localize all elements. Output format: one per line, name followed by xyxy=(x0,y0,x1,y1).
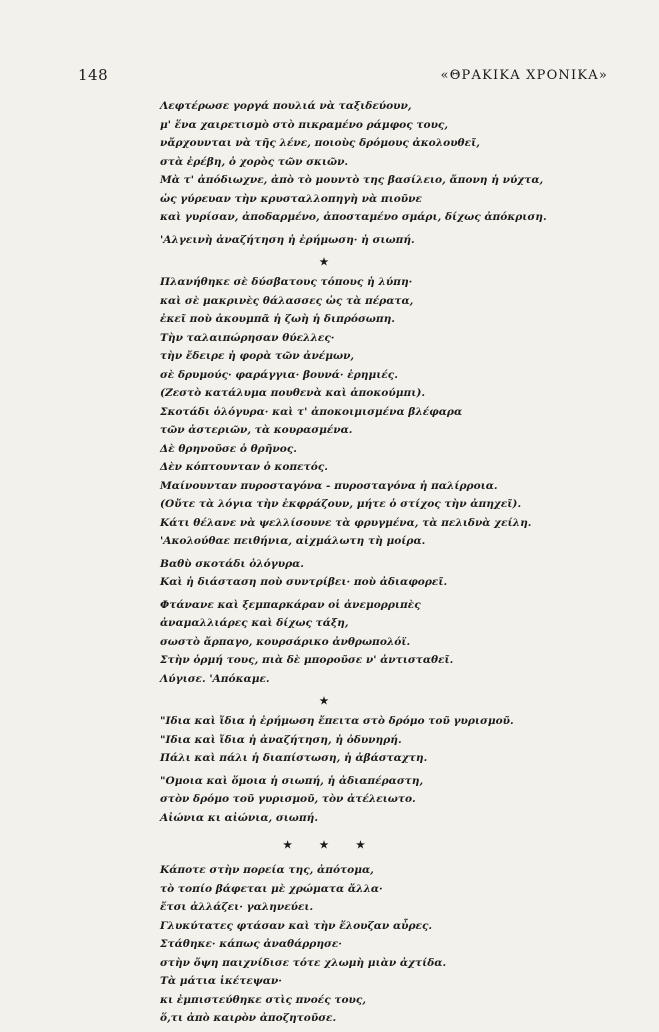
poem-line: Γλυκύτατες φτάσαν καὶ τὴν ἔλουζαν αὖρες. xyxy=(160,919,433,932)
stanza-separator: ★ xyxy=(319,696,341,707)
page-number: 148 xyxy=(78,66,109,84)
poem-line: νἄρχουνται νὰ τῆς λένε, ποιοὺς δρόμους ἀκολουθεῖ, xyxy=(160,137,480,149)
stanza xyxy=(160,273,630,551)
poem-line: μ' ἕνα χαιρετισμὸ στὸ πικραμένο ράμφος τους, xyxy=(160,118,449,131)
poem-line: (Οὔτε τὰ λόγια τὴν ἐκφράζουν, μήτε ὁ στίχος τὴν ἀπηχεῖ). xyxy=(160,498,522,510)
poem-line: τὴν ἔδειρε ἡ φορὰ τῶν ἀνέμων, xyxy=(160,350,355,362)
poem-line: στὸν δρόμο τοῦ γυρισμοῦ, τὸν ἀτέλειωτο. xyxy=(160,793,416,805)
stanza-separator: ★ ★ ★ xyxy=(283,840,377,851)
page-header xyxy=(78,66,608,90)
poem-line: Μὰ τ' ἀπόδιωχνε, ἀπὸ τὸ μουντὸ της βασίλειο, ἄπονη ἡ νύχτα, xyxy=(160,174,544,186)
poem-line: Κάποτε στὴν πορεία της, ἀπότομα, xyxy=(160,864,374,876)
poem-line: Λεφτέρωσε γοργά πουλιά νὰ ταξιδεύουν, xyxy=(160,100,412,112)
poem-line: στὰ ἐρέβη, ὁ χορὸς τῶν σκιῶν. xyxy=(160,155,349,168)
poem-line: ὅ,τι ἀπὸ καιρὸν ἀποζητοῦσε. xyxy=(160,1012,337,1024)
poem-line: στὴν ὄψη παιχνίδισε τότε χλωμὴ μιὰν ἀχτίδα. xyxy=(160,956,447,969)
poem-line: Τὰ μάτια ἱκέτεψαν· xyxy=(160,975,282,987)
poem-line: ὡς γύρευαν τὴν κρυσταλλοπηγὴ νὰ πιοῦνε xyxy=(160,192,422,205)
poem-line: τὸ τοπίο βάφεται μὲ χρώματα ἄλλα· xyxy=(160,882,383,895)
stanza xyxy=(160,231,630,250)
poem-line: καὶ σὲ μακρινὲς θάλασσες ὡς τὰ πέρατα, xyxy=(160,294,414,307)
poem-line: σὲ δρυμούς· φαράγγια· βουνά· ἐρημιές. xyxy=(160,368,398,381)
poem-line: Μαίνουνταν πυροσταγόνα - πυροσταγόνα ἡ παλίρροια. xyxy=(160,479,498,492)
poem-line: σωστὸ ἄρπαγο, κουρσάρικο ἀνθρωπολόϊ. xyxy=(160,635,411,648)
poem-body xyxy=(160,97,630,1032)
poem-line: Αἰώνια κι αἰώνια, σιωπή. xyxy=(160,811,319,824)
poem-line: ἔτσι ἀλλάζει· γαληνεύει. xyxy=(160,901,314,913)
poem-line: "Ιδια καὶ ἴδια ἡ ἐρήμωση ἔπειτα στὸ δρόμο τοῦ γυρισμοῦ. xyxy=(160,715,514,727)
poem-line: Λύγισε. 'Απόκαμε. xyxy=(160,672,270,685)
poem-line: Καὶ ἡ διάσταση ποὺ συντρίβει· ποὺ ἀδιαφορεῖ. xyxy=(160,576,448,588)
stanza xyxy=(160,712,630,768)
stanza xyxy=(160,772,630,828)
poem-line: "Ομοια καὶ ὅμοια ἡ σιωπή, ἡ ἀδιαπέραστη, xyxy=(160,774,424,787)
poem-line: Σκοτάδι ὁλόγυρα· καὶ τ' ἀποκοιμισμένα βλέφαρα xyxy=(160,405,463,418)
stanza xyxy=(160,555,630,592)
poem-line: Κάτι θέλανε νὰ ψελλίσουνε τὰ φρυγμένα, τὰ πελιδνὰ χείλη. xyxy=(160,516,532,529)
poem-line: Πάλι καὶ πάλι ἡ διαπίστωση, ἡ ἀβάσταχτη. xyxy=(160,752,428,764)
poem-line: 'Ακολούθαε πειθήνια, αἰχμάλωτη τὴ μοίρα. xyxy=(160,535,426,547)
running-title: «ΘΡΑΚΙΚΑ ΧΡΟΝΙΚΑ» xyxy=(440,68,608,83)
poem-line: Δὲ θρηνοῦσε ὁ θρῆνος. xyxy=(160,442,297,455)
poem-line: Τὴν ταλαιπώρησαν θύελλες· xyxy=(160,331,335,344)
poem-line: κι ἐμπιστεύθηκε στὶς πνοές τους, xyxy=(160,993,367,1006)
poem-line: (Ζεστὸ κατάλυμα πουθενὰ καὶ ἀποκούμπι). xyxy=(160,387,426,399)
poem-line: Στάθηκε· κάπως ἀναθάρρησε· xyxy=(160,938,342,950)
poem-line: ἐκεῖ ποὺ ἀκουμπᾶ ἡ ζωὴ ἡ διπρόσωπη. xyxy=(160,313,395,325)
poem-line: Φτάνανε καὶ ξεμπαρκάραν οἱ ἀνεμορριπὲς xyxy=(160,598,421,611)
poem-line: Βαθὺ σκοτάδι ὁλόγυρα. xyxy=(160,557,304,570)
poem-line: "Ιδια καὶ ἴδια ἡ ἀναζήτηση, ἡ ὀδυνηρή. xyxy=(160,733,402,746)
stanza-separator: ★ xyxy=(319,257,341,268)
poem-line: καὶ γυρίσαν, ἀποδαρμένο, ἀποσταμένο σμάρι, δίχως ἀπόκριση. xyxy=(160,211,547,223)
poem-line: 'Αλγεινὴ ἀναζήτηση ἡ ἐρήμωση· ἡ σιωπή. xyxy=(160,233,415,246)
poem-line: Στὴν ὁρμή τους, πιὰ δὲ μποροῦσε ν' ἀντισταθεῖ. xyxy=(160,654,454,666)
poem-line: τῶν ἀστεριῶν, τὰ κουρασμένα. xyxy=(160,424,353,436)
stanza xyxy=(160,596,630,689)
poem-line: Πλανήθηκε σὲ δύσβατους τόπους ἡ λύπη· xyxy=(160,276,413,288)
stanza xyxy=(160,97,630,227)
stanza xyxy=(160,861,630,1028)
poem-line: Δὲν κόπτουνταν ὁ κοπετός. xyxy=(160,461,328,473)
poem-line: ἀναμαλλιάρες καὶ δίχως τάξη, xyxy=(160,617,349,629)
